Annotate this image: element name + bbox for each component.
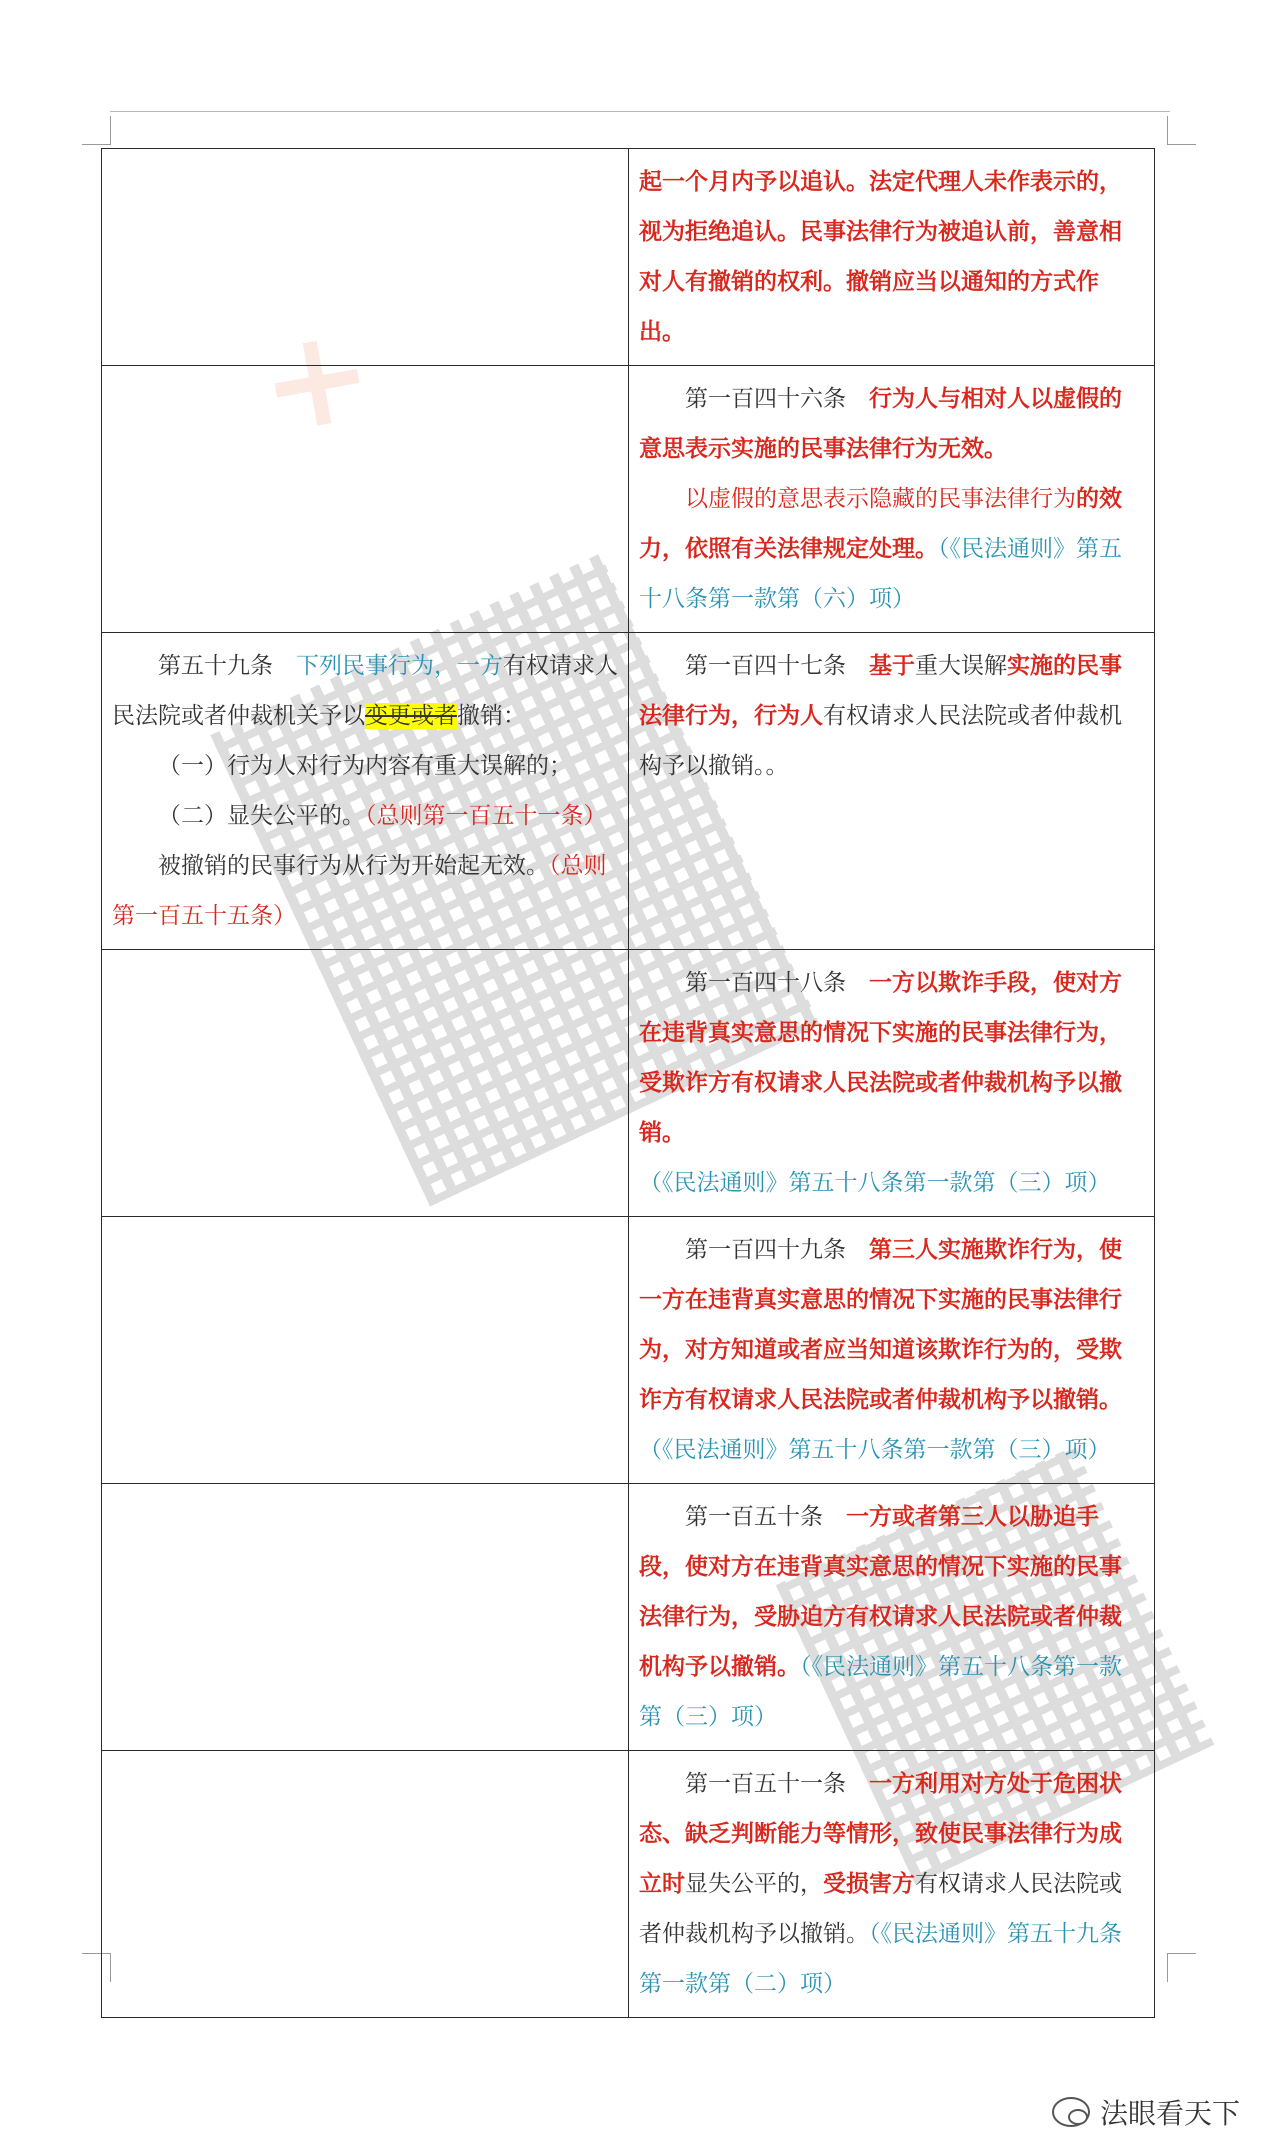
text-run: （总则第一百五十一条） bbox=[365, 803, 607, 829]
crop-mark-top-left bbox=[82, 116, 111, 145]
text-run: 撤销： bbox=[457, 703, 526, 729]
text-run: 第一百四十七条 bbox=[685, 653, 869, 679]
text-run: 起一个月内予以追认。法定代理人未作表示的，视为拒绝追认。民事法律行为被追认前，善意相对人有撤销的权利。撤销应当以通知的方式作出。 bbox=[639, 169, 1122, 345]
text-run: 基于 bbox=[869, 653, 915, 679]
article-paragraph bbox=[639, 157, 1144, 357]
text-run: 有权请求人民法院或者仲裁机构予以撤销。 bbox=[639, 1871, 1122, 1947]
text-run: （《民法通则》第五十八条第一款第（六）项） bbox=[639, 536, 1122, 612]
article-paragraph bbox=[112, 841, 618, 941]
text-run: 第一百四十六条 bbox=[685, 386, 869, 412]
header-rule bbox=[110, 111, 1170, 112]
table-row bbox=[102, 1217, 1155, 1484]
text-run: 下列民事行为，一方 bbox=[296, 653, 503, 679]
text-run: 实施的民事法律行为，行为人 bbox=[639, 653, 1122, 729]
new-law-cell bbox=[629, 149, 1155, 366]
text-run: 有权请求人民法院或者仲裁机构予以撤销。。 bbox=[639, 703, 1122, 779]
new-law-cell bbox=[629, 1217, 1155, 1484]
text-run: 受损害方 bbox=[823, 1871, 915, 1897]
new-law-cell bbox=[629, 1751, 1155, 2018]
brand-name: 法眼看天下 bbox=[1099, 2097, 1240, 2130]
old-law-cell bbox=[102, 1484, 629, 1751]
table-row bbox=[102, 633, 1155, 950]
text-run: （二）显失公平的。 bbox=[158, 803, 365, 829]
old-law-cell bbox=[102, 950, 629, 1217]
text-run: 变更或者 bbox=[365, 703, 457, 729]
text-run: 第一百五十条 bbox=[685, 1504, 846, 1530]
table-row bbox=[102, 1484, 1155, 1751]
table-row bbox=[102, 149, 1155, 366]
comparison-table bbox=[101, 148, 1155, 2018]
old-law-cell bbox=[102, 366, 629, 633]
old-law-cell bbox=[102, 1751, 629, 2018]
article-paragraph bbox=[112, 741, 618, 791]
text-run: （总则第一百五十五条） bbox=[112, 853, 607, 929]
text-run: （《民法通则》第五十八条第一款第（三）项） bbox=[639, 1170, 1111, 1196]
article-paragraph bbox=[639, 1759, 1144, 2009]
table-row bbox=[102, 366, 1155, 633]
article-paragraph bbox=[639, 374, 1144, 474]
new-law-cell bbox=[629, 950, 1155, 1217]
crop-mark-top-right bbox=[1167, 116, 1196, 145]
wechat-icon bbox=[1052, 2097, 1090, 2127]
new-law-cell bbox=[629, 366, 1155, 633]
text-run: 一方利用对方处于危困状态、缺乏判断能力等情形，致使民事法律行为成立时 bbox=[639, 1771, 1122, 1897]
text-run: 第一百五十一条 bbox=[685, 1771, 869, 1797]
text-run: 一方以欺诈手段，使对方在违背真实意思的情况下实施的民事法律行为，受欺诈方有权请求人民法院或者仲裁机构予以撤销。 bbox=[639, 970, 1122, 1146]
brand-footer bbox=[1052, 2092, 1240, 2132]
text-run: 以虚假的意思表示隐藏的民事法律行为 bbox=[685, 486, 1076, 512]
text-run: 重大误解 bbox=[915, 653, 1007, 679]
new-law-cell bbox=[629, 633, 1155, 950]
table-row bbox=[102, 1751, 1155, 2018]
text-run: 有权请求人民法院或者仲裁机关予以 bbox=[112, 653, 618, 729]
crop-mark-bottom-right bbox=[1167, 1953, 1196, 1982]
text-run: 显失公平的， bbox=[685, 1871, 823, 1897]
text-run: （《民法通则》第五十八条第一款第（三）项） bbox=[639, 1654, 1122, 1730]
old-law-cell bbox=[102, 633, 629, 950]
text-run: （《民法通则》第五十九条第一款第（二）项） bbox=[639, 1921, 1122, 1997]
old-law-cell bbox=[102, 149, 629, 366]
article-paragraph bbox=[112, 791, 618, 841]
new-law-cell bbox=[629, 1484, 1155, 1751]
article-paragraph bbox=[639, 958, 1144, 1208]
text-run: 被撤销的民事行为从行为开始起无效。 bbox=[158, 853, 549, 879]
text-run: 一方或者第三人以胁迫手段，使对方在违背真实意思的情况下实施的民事法律行为，受胁迫方有权请求人民法院或者仲裁机构予以撤销。 bbox=[639, 1504, 1122, 1680]
table-row bbox=[102, 950, 1155, 1217]
article-paragraph bbox=[639, 474, 1144, 624]
text-run: 第五十九条 bbox=[158, 653, 296, 679]
text-run: 行为人与相对人以虚假的意思表示实施的民事法律行为无效。 bbox=[639, 386, 1122, 462]
text-watermark: ✕ bbox=[241, 305, 391, 464]
text-run: （《民法通则》第五十八条第一款第（三）项） bbox=[639, 1437, 1111, 1463]
article-paragraph bbox=[639, 1225, 1144, 1475]
article-paragraph bbox=[112, 641, 618, 741]
old-law-cell bbox=[102, 1217, 629, 1484]
text-run: （一）行为人对行为内容有重大误解的； bbox=[158, 753, 572, 779]
text-run: 的效力，依照有关法律规定处理。 bbox=[639, 486, 1122, 562]
article-paragraph bbox=[639, 641, 1144, 791]
text-run: 第一百四十九条 bbox=[685, 1237, 869, 1263]
text-run: 第一百四十八条 bbox=[685, 970, 869, 996]
text-run: 第三人实施欺诈行为，使一方在违背真实意思的情况下实施的民事法律行为，对方知道或者应当知道该欺诈行为的，受欺诈方有权请求人民法院或者仲裁机构予以撤销。 bbox=[639, 1237, 1122, 1413]
article-paragraph bbox=[639, 1492, 1144, 1742]
